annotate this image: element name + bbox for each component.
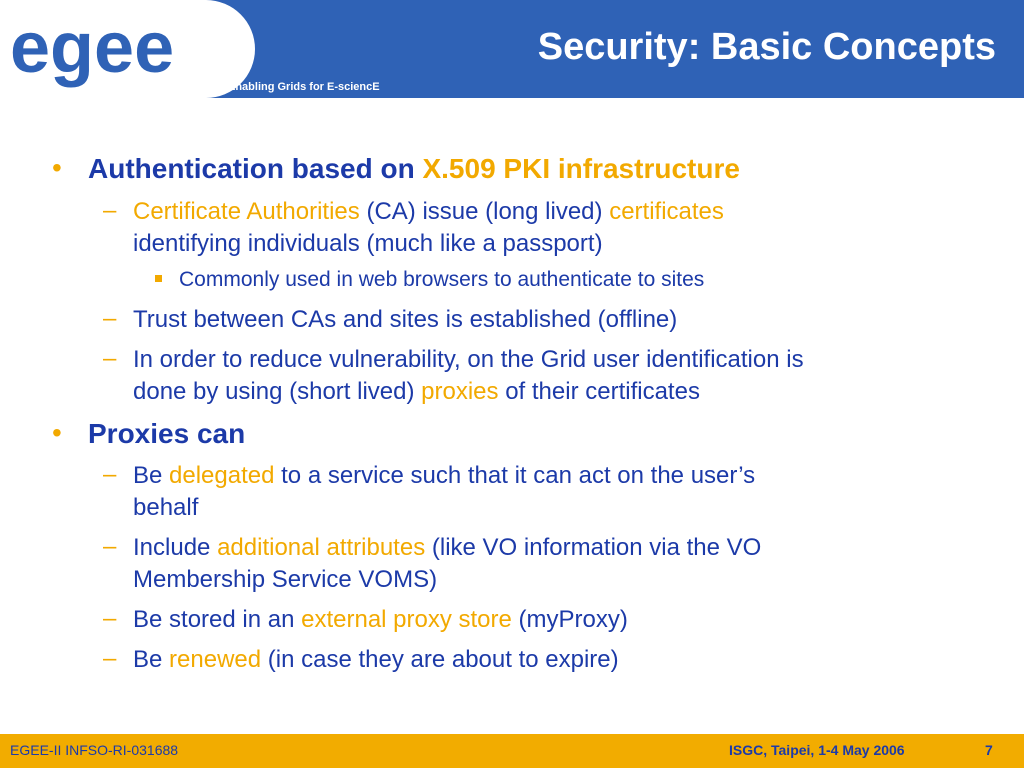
highlight-text: X.509 PKI infrastructure <box>422 153 740 184</box>
subbullet-delegated-continued: behalf <box>133 494 199 521</box>
highlight-text: delegated <box>169 462 275 489</box>
subbullet-ca <box>133 198 724 226</box>
highlight-text: additional attributes <box>217 534 426 561</box>
page-number: 7 <box>985 742 993 758</box>
subbullet-text: (like VO information via the VO <box>425 534 762 561</box>
subbullet-text: Be <box>133 462 170 489</box>
slide-title: Security: Basic Concepts <box>537 26 996 68</box>
subbullet-vulnerability: In order to reduce vulnerability, on the Grid user identification is <box>133 346 804 373</box>
subbullet-text: to a service such that it can act on the user’s <box>274 462 756 489</box>
subbullet-text: (myProxy) <box>511 606 628 633</box>
footer-project-id: EGEE-II INFSO-RI-031688 <box>10 742 179 758</box>
highlight-text: proxies <box>421 378 499 405</box>
dash-marker: – <box>103 197 117 224</box>
subbullet-renewed <box>133 646 619 674</box>
subbullet-text: (CA) issue (long lived) <box>359 198 610 225</box>
egee-logo <box>10 0 240 90</box>
subbullet-text: done by using (short lived) <box>133 378 422 405</box>
subbullet-ca-continued: identifying individuals (much like a passport) <box>133 230 603 257</box>
dash-marker: – <box>103 645 117 672</box>
dash-marker: – <box>103 305 117 332</box>
bullet-authentication <box>88 153 740 185</box>
dash-marker: – <box>103 533 117 560</box>
bullet-marker: • <box>52 417 62 448</box>
svg-text:egee: egee <box>10 8 175 88</box>
highlight-text: renewed <box>169 646 262 673</box>
slide-header <box>0 0 1024 98</box>
subbullet-text: Be stored in an <box>133 606 302 633</box>
subbullet-text: Include <box>133 534 218 561</box>
footer-event: ISGC, Taipei, 1-4 May 2006 <box>729 742 905 758</box>
subbullet-proxy-store <box>133 606 628 634</box>
subbullet-vulnerability-continued <box>133 378 700 406</box>
subbullet-attributes <box>133 534 761 562</box>
dash-marker: – <box>103 461 117 488</box>
square-marker <box>155 275 162 282</box>
dash-marker: – <box>103 605 117 632</box>
highlight-text: certificates <box>609 198 724 225</box>
highlight-text: external proxy store <box>301 606 512 633</box>
subbullet-text: (in case they are about to expire) <box>261 646 619 673</box>
highlight-text: Certificate Authorities <box>133 198 360 225</box>
dash-marker: – <box>103 345 117 372</box>
bullet-text: Authentication based on <box>88 153 423 184</box>
subsubbullet-browsers: Commonly used in web browsers to authenticate to sites <box>179 268 705 291</box>
slide-footer <box>0 734 1024 768</box>
subbullet-delegated <box>133 462 755 490</box>
subbullet-text: Be <box>133 646 170 673</box>
subbullet-trust: Trust between CAs and sites is established (offline) <box>133 306 678 333</box>
subbullet-attributes-continued: Membership Service VOMS) <box>133 566 438 593</box>
logo-tagline: Enabling Grids for E-sciencE <box>228 81 380 93</box>
bullet-marker: • <box>52 152 62 183</box>
subbullet-text: of their certificates <box>498 378 700 405</box>
bullet-proxies: Proxies can <box>88 418 246 449</box>
